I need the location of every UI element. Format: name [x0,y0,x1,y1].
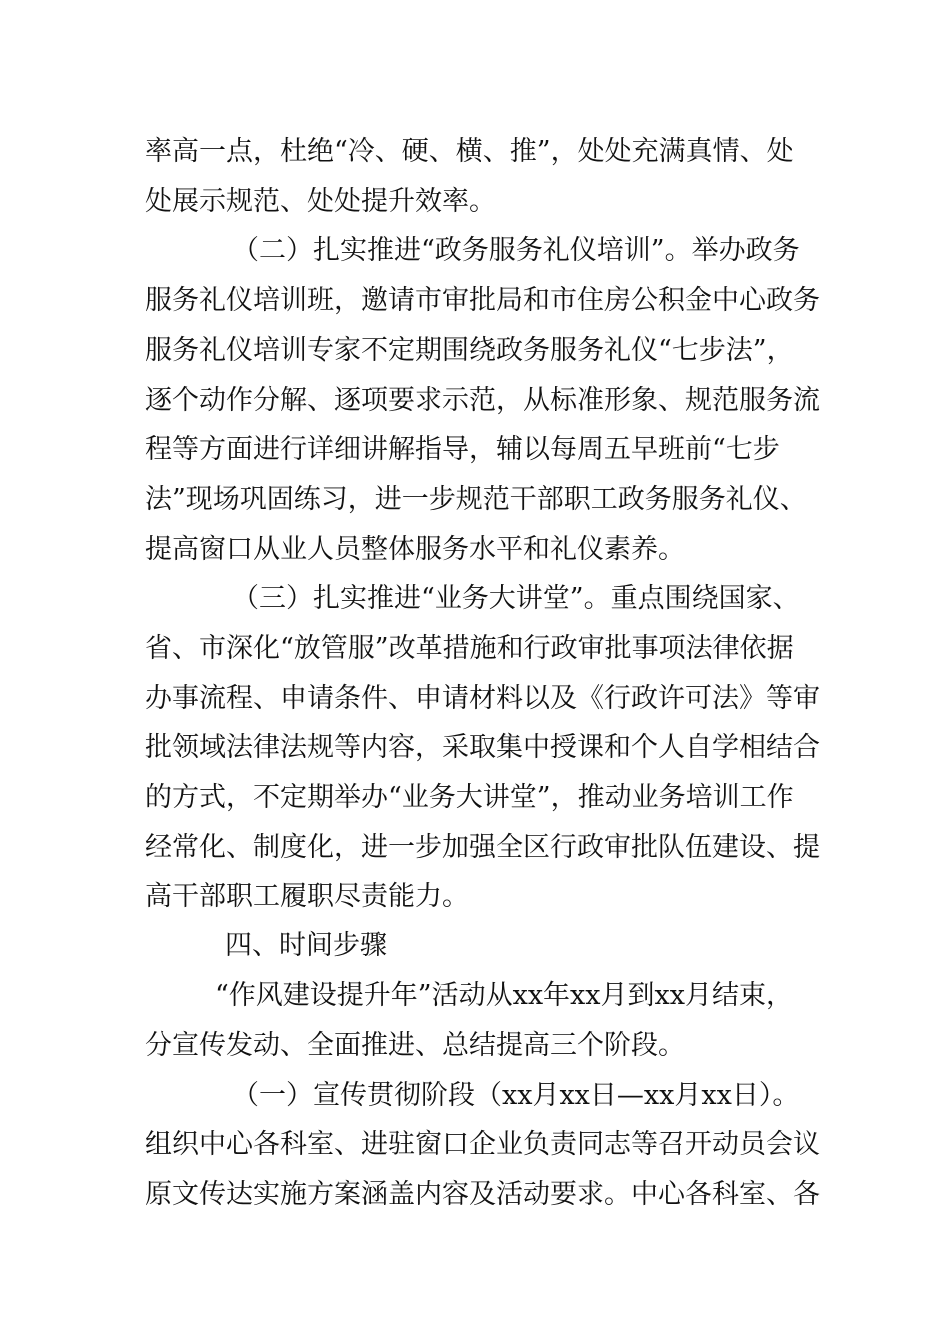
paragraph-line: 高干部职工履职尽责能力。 [145,881,469,912]
section-heading-line: （一）宣传贯彻阶段（xx月xx日—xx月xx日）。 [232,1080,800,1111]
paragraph-line: 分宣传发动、全面推进、总结提高三个阶段。 [145,1030,685,1061]
paragraph-line: 处展示规范、处处提升效率。 [145,186,496,217]
paragraph-line: 经常化、制度化，进一步加强全区行政审批队伍建设、提 [145,832,820,863]
paragraph-line: 原文传达实施方案涵盖内容及活动要求。中心各科室、各 [145,1179,820,1210]
section-title: 四、时间步骤 [225,930,387,961]
paragraph-line: 逐个动作分解、逐项要求示范，从标准形象、规范服务流 [145,385,820,416]
paragraph-line: 服务礼仪培训专家不定期围绕政务服务礼仪“七步法”， [145,335,794,366]
section-heading-line: （二）扎实推进“政务服务礼仪培训”。举办政务 [232,235,800,266]
paragraph-line: 办事流程、申请条件、申请材料以及《行政许可法》等审 [145,683,820,714]
paragraph-line: 服务礼仪培训班，邀请市审批局和市住房公积金中心政务 [145,285,820,316]
paragraph-line: 的方式，不定期举办“业务大讲堂”，推动业务培训工作 [145,782,794,813]
paragraph-line: 程等方面进行详细讲解指导，辅以每周五早班前“七步 [145,434,780,465]
section-heading-line: （三）扎实推进“业务大讲堂”。重点围绕国家、 [232,583,800,614]
paragraph-line: 批领域法律法规等内容，采取集中授课和个人自学相结合 [145,732,820,763]
paragraph-line: “作风建设提升年”活动从xx年xx月到xx月结束， [215,980,793,1011]
paragraph-line: 提高窗口从业人员整体服务水平和礼仪素养。 [145,534,685,565]
paragraph-line: 率高一点，杜绝“冷、硬、横、推”，处处充满真情、处 [145,136,794,167]
paragraph-line: 组织中心各科室、进驻窗口企业负责同志等召开动员会议 [145,1129,820,1160]
paragraph-line: 省、市深化“放管服”改革措施和行政审批事项法律依据 [145,633,794,664]
paragraph-line: 法”现场巩固练习，进一步规范干部职工政务服务礼仪、 [145,484,807,515]
